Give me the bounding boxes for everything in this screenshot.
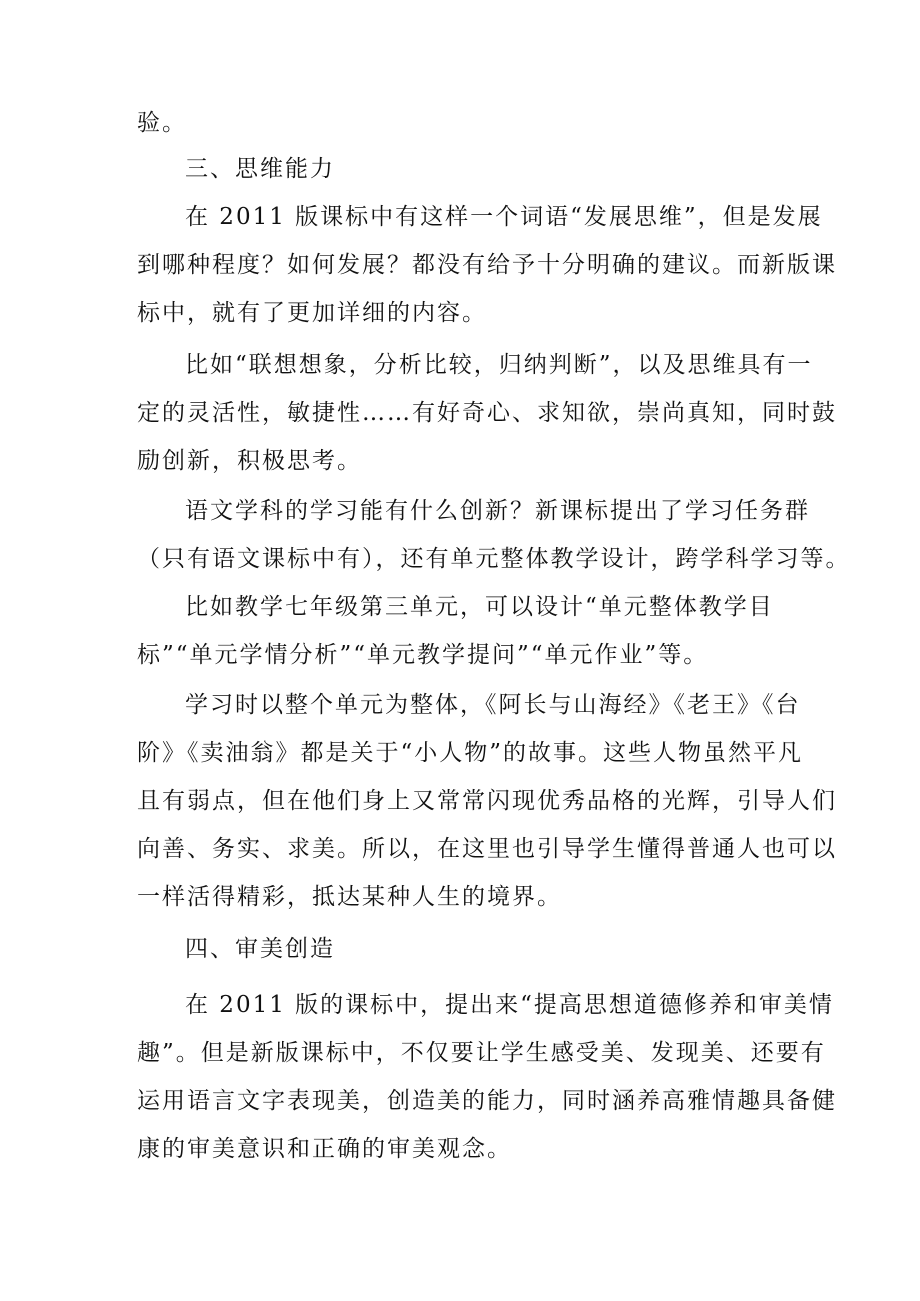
text-line: 且有弱点，但在他们身上又常常闪现优秀品格的光辉，引导人们 (137, 788, 837, 814)
text-line: 标中，就有了更加详细的内容。 (137, 300, 487, 326)
text-line: 验。 (137, 110, 187, 136)
text-line: 比如教学七年级第三单元，可以设计“单元整体教学目 (185, 594, 774, 620)
text-line: 康的审美意识和正确的审美观念。 (137, 1136, 512, 1162)
section-heading: 四、审美创造 (185, 936, 335, 962)
text-line: 运用语言文字表现美，创造美的能力，同时涵养高雅情趣具备健 (137, 1088, 837, 1114)
text-line: 励创新，积极思考。 (137, 448, 362, 474)
section-heading: 三、思维能力 (185, 156, 335, 182)
text-line: 比如“联想想象，分析比较，归纳判断”，以及思维具有一 (185, 352, 813, 378)
text-line: （只有语文课标中有），还有单元整体教学设计，跨学科学习等。 (137, 546, 851, 572)
text-line: 一样活得精彩，抵达某种人生的境界。 (137, 884, 562, 910)
text-line: 阶》《卖油翁》都是关于“小人物”的故事。这些人物虽然平凡 (137, 740, 804, 766)
text-line: 趣”。但是新版课标中，不仅要让学生感受美、发现美、还要有 (137, 1040, 826, 1066)
text-line: 向善、务实、求美。所以，在这里也引导学生懂得普通人也可以 (137, 836, 837, 862)
text-line: 定的灵活性，敏捷性……有好奇心、求知欲，崇尚真知，同时鼓 (137, 400, 837, 426)
text-line: 在 2011 版的课标中，提出来“提高思想道德修养和审美情 (185, 992, 834, 1018)
text-line: 标”“单元学情分析”“单元教学提问”“单元作业”等。 (137, 642, 709, 668)
text-line: 在 2011 版课标中有这样一个词语“发展思维”，但是发展 (185, 204, 823, 230)
text-line: 到哪种程度？如何发展？都没有给予十分明确的建议。而新版课 (137, 252, 837, 278)
text-line: 语文学科的学习能有什么创新？新课标提出了学习任务群 (185, 498, 810, 524)
text-line: 学习时以整个单元为整体，《阿长与山海经》《老王》《台 (185, 692, 801, 718)
